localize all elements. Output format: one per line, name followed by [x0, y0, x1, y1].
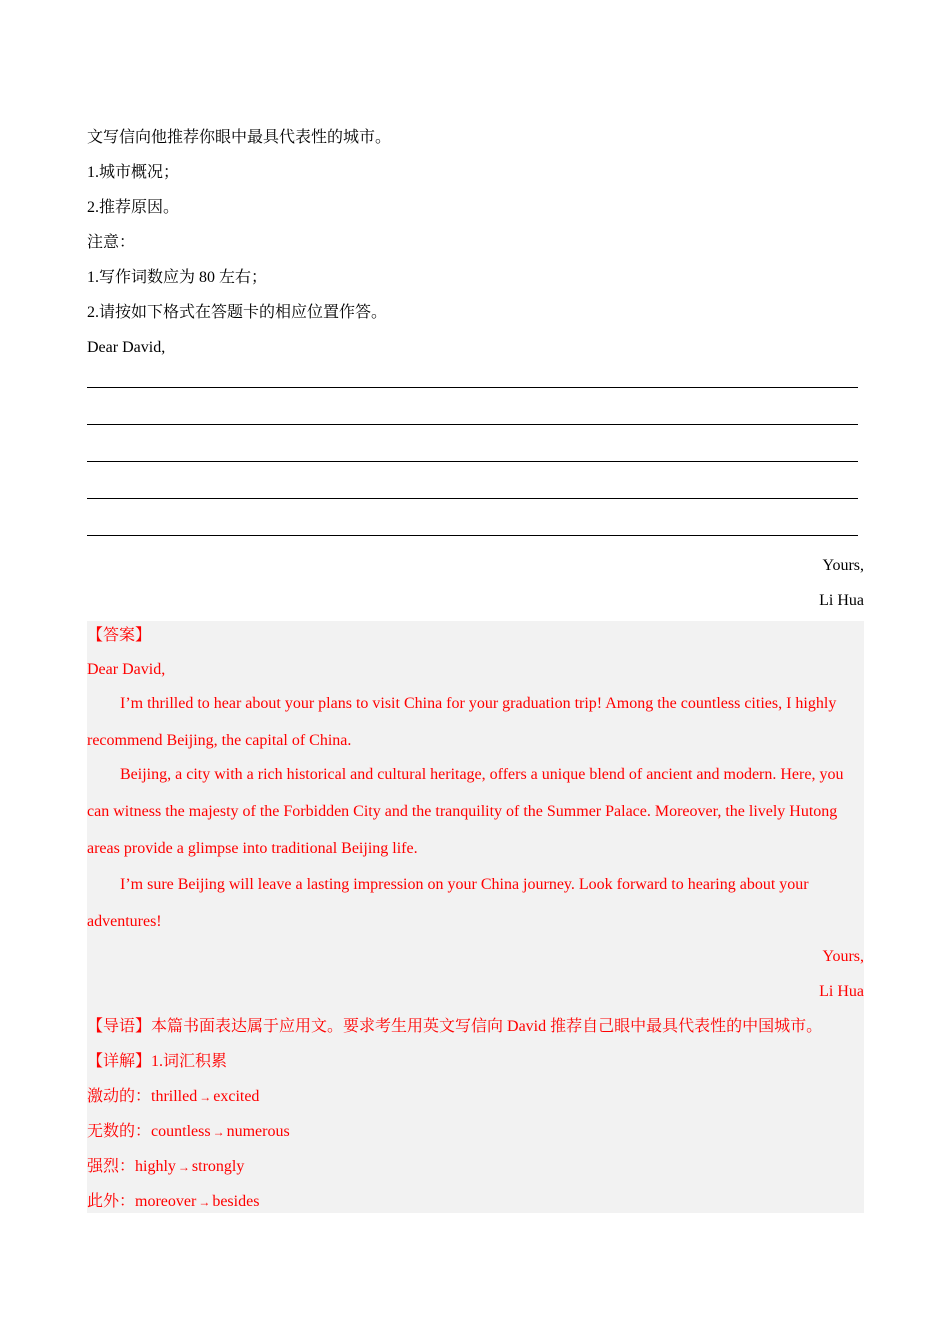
writing-line	[87, 535, 858, 536]
answer-signature: Li Hua	[819, 983, 864, 1000]
vocab-word: countless	[151, 1123, 211, 1140]
question-salutation: Dear David,	[87, 339, 166, 356]
point-1: 1.城市概况；	[87, 164, 180, 181]
vocab-synonym: besides	[212, 1193, 260, 1210]
document-page	[87, 0, 864, 1344]
writing-line	[87, 498, 858, 499]
vocab-meaning: 强烈：	[87, 1158, 136, 1175]
answer-paragraph-1: I’m thrilled to hear about your plans to visit China for your graduation trip! Among the countless cities, I highly recommend Beijing, the capital of China.	[87, 695, 837, 749]
vocab-item	[87, 1192, 259, 1212]
answer-salutation: Dear David,	[87, 661, 166, 678]
note-2: 2.请按如下格式在答题卡的相应位置作答。	[87, 304, 388, 321]
vocab-synonym: strongly	[191, 1158, 245, 1175]
task-line: 文写信向他推荐你眼中最具代表性的城市。	[87, 129, 392, 146]
vocab-meaning: 激动的：	[87, 1088, 152, 1105]
point-2: 2.推荐原因。	[87, 199, 180, 216]
answer-paragraph-3: I’m sure Beijing will leave a lasting impression on your China journey. Look forward to hearing about your adventures!	[87, 876, 809, 930]
answer-label: 【答案】	[87, 627, 152, 644]
detail-line	[87, 1052, 227, 1072]
guide-label: 【导语】	[87, 1018, 152, 1035]
vocab-item	[87, 1087, 259, 1107]
note-1: 1.写作词数应为 80 左右；	[87, 269, 268, 286]
vocab-meaning: 此外：	[87, 1193, 136, 1210]
vocab-synonym: excited	[213, 1088, 260, 1105]
detail-label: 【详解】	[87, 1053, 152, 1070]
vocab-item	[87, 1122, 290, 1142]
vocab-word: moreover	[135, 1193, 197, 1210]
writing-line	[87, 424, 858, 425]
vocab-word: highly	[135, 1158, 176, 1175]
guide-line	[87, 1017, 822, 1037]
vocab-meaning: 无数的：	[87, 1123, 152, 1140]
notes-label: 注意：	[87, 234, 136, 251]
guide-text: 本篇书面表达属于应用文。要求考生用英文写信向 David 推荐自己眼中最具代表性的中国城市。	[151, 1018, 823, 1035]
detail-heading: 1.词汇积累	[151, 1053, 228, 1070]
vocab-word: thrilled	[151, 1088, 198, 1105]
writing-line	[87, 461, 858, 462]
writing-line	[87, 387, 858, 388]
arrow-right-icon: →	[177, 1160, 190, 1174]
arrow-right-icon: →	[199, 1090, 212, 1104]
answer-closing: Yours,	[822, 948, 864, 965]
answer-paragraph-2: Beijing, a city with a rich historical and cultural heritage, offers a unique blend of ancient and modern. Here, you can witness the majesty of the Forbidden City and the tranquility of the Summer Palace. Moreover, the lively Hutong areas provide a glimpse into traditional Beijing life.	[87, 766, 844, 857]
question-closing: Yours,	[822, 557, 864, 574]
arrow-right-icon: →	[198, 1195, 211, 1209]
vocab-synonym: numerous	[226, 1123, 290, 1140]
question-signature: Li Hua	[819, 592, 864, 609]
arrow-right-icon: →	[212, 1125, 225, 1139]
vocab-item	[87, 1157, 244, 1177]
